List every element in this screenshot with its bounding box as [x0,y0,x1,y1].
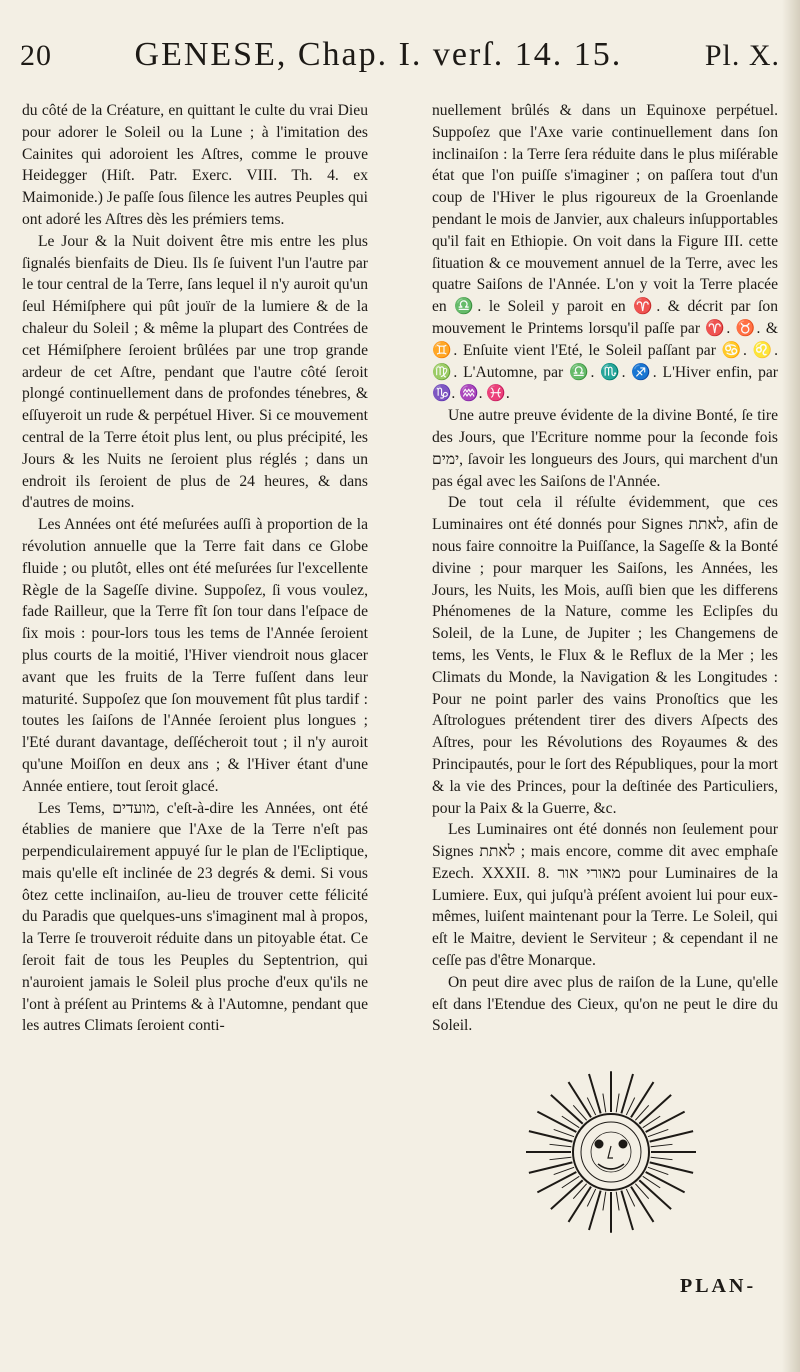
running-title: GENESE, Chap. I. verſ. 14. 15. [134,36,623,73]
paragraph: De tout cela il réſulte évidemment, que ces Luminaires ont été donnés pour Signes לאתת, afin de nous faire connoitre la Puiſſance, la Sageſſe & la Bonté divine ; pour marquer les Saiſons, les Années, les Jours, les Nuits, les Mois, auſſi bien que les differens Phénomenes de la Nature, comme les Eclipſes du Soleil, de la Lune, de Jupiter ; les Changemens de tems, les Vents, le Flux & le Reflux de la Mer ; les Climats du Monde, la Navigation & les Longitudes : Pour ne point parler des vains Pronoſtics que les Aſtrologues prétendent tirer des divers Aſpects des Aſtres, pour les Révolutions des Royaumes & des Principautés, pour le ſort des Républiques, pour la mort & la vie des Princes, pour la deſtinée des Particuliers, pour la Paix & la Guerre, &c. [432,494,778,817]
paragraph: Les Luminaires ont été donnés non ſeulement pour Signes לאתת ; mais encore, comme dit avec emphaſe Ezech. XXXII. 8. מאורי אור pour Luminaires de la Lumiere. Eux, qui juſqu'à préſent avoient lui pour eux-mêmes, luiſent maintenant pour la Terre. Le Soleil, qui eſt le Maitre, devient le Serviteur ; & cependant il ne ceſſe pas d'être Monarque. [432,821,778,970]
left-column [22,100,368,1037]
page-edge-shadow [782,0,800,1372]
right-column [432,100,778,1037]
sun-engraving-icon [486,1062,736,1242]
running-header [20,36,780,84]
paragraph: Le Jour & la Nuit doivent être mis entre les plus ſignalés bienfaits de Dieu. Ils ſe ſuivent l'un l'autre par le tour central de la Terre, ſans lequel il n'y auroit qu'un ſeul Hémiſphere qui pût jouïr de la lumiere & de la chaleur du Soleil ; & même la plupart des Contrées de cet Hémiſphere ſeroient brûlées par une trop grande ardeur de cet Aſtre, pendant que l'autre côté ſeroit plongé continuellement dans de profondes ténebres, & eſſuyeroit un rude & perpétuel Hiver. Si ce mouvement central de la Terre étoit plus lent, ou plus précipité, les Jours & les Nuits ne ſeroient plus réglés ; dans un endroit ils ſeroient de plus de 24 heures, & dans d'autres de moins. [22,232,368,512]
paragraph: Une autre preuve évidente de la divine Bonté, ſe tire des Jours, que l'Ecriture nomme pour la ſeconde fois ימים, ſavoir les longueurs des Jours, qui marchent d'un pas égal avec les Saiſons de l'Année. [432,407,778,490]
paragraph: Les Tems, מועדים, c'eſt-à-dire les Années, ont été établies de maniere que l'Axe de la Terre n'eſt pas perpendiculairement appuyé ſur le plan de l'Ecliptique, mais qu'elle eſt inclinée de 23 degrés & demi. Si vous ôtez cette inclinaiſon, au-lieu de trouver cette félicité du Paradis que quelques-uns s'imaginent mal à propos, la Terre ſe trouveroit réduite dans un pitoyable état. Ce ſeroit fait de tous les Peuples du Septentrion, qui n'auroient jamais le Soleil plus proche d'eux qu'ils ne l'ont à préſent au Printems & à l'Automne, pendant que les autres Climats ſeroient conti- [22,799,368,1035]
page-number: 20 [20,39,52,72]
paragraph: du côté de la Créature, en quittant le culte du vrai Dieu pour adorer le Soleil ou la Lune ; à l'imitation des Cainites qui adoroient les Aſtres, comme le prouve Heidegger (Hiſt. Patr. Exerc. VIII. Th. 4. ex Maimonide.) Je paſſe ſous ſilence les autres Peuples qui ont adoré les Aſtres dès les prémiers tems. [22,102,369,228]
catchword: PLAN- [680,1275,757,1297]
paragraph: nuellement brûlés & dans un Equinoxe perpétuel. Suppoſez que l'Axe varie continuellement dans ſon inclinaiſon : la Terre ſera réduite dans le plus miſérable état que l'on puiſſe s'imaginer ; on paſſera tout d'un coup de l'Hiver le plus rigoureux de la Groenlande pendant le mois de Janvier, aux chaleurs inſupportables qu'il fait en Ethiopie. On voit dans la Figure III. cette ſituation & ce mouvement annuel de la Terre, avec les quatre Saiſons de l'Année. L'on y voit la Terre placée en ♎. le Soleil y paroit en ♈. & décrit par ſon mouvement le Printems lorsqu'il paſſe par ♈. ♉. & ♊. Enſuite vient l'Eté, le Soleil paſſant par ♋. ♌. ♍. L'Automne, par ♎. ♏. ♐. L'Hiver enfin, par ♑. ♒. ♓. [432,102,778,403]
paragraph: On peut dire avec plus de raiſon de la Lune, qu'elle eſt dans l'Etendue des Cieux, qu'on ne peut le dire du Soleil. [432,973,778,1035]
plate-reference: Pl. X. [704,39,780,72]
paragraph: Les Années ont été meſurées auſſi à proportion de la révolution annuelle que la Terre fait dans ce Globe fluide ; ou plutôt, elles ont été meſurées ſur l'excellente Règle de la Sageſſe divine. Suppoſez, ſi vous voulez, fade Railleur, que la Terre fît ſon tour dans l'eſpace de ſix mois : pour-lors tous les tems de l'Année ſeroient plus courts de la moitié, l'Hiver viendroit nous glacer avant que les fruits de la Terre fuſſent dans leur maturité. Suppoſez que ſon mouvement fût plus tardif : toutes les ſaiſons de l'Année ſeroient plus longues ; l'Eté durant davantage, deſſécheroit tout ; il n'y auroit qu'une Moiſſon en deux ans ; & l'Hiver étant d'une Année entiere, tout ſeroit glacé. [22,516,368,795]
